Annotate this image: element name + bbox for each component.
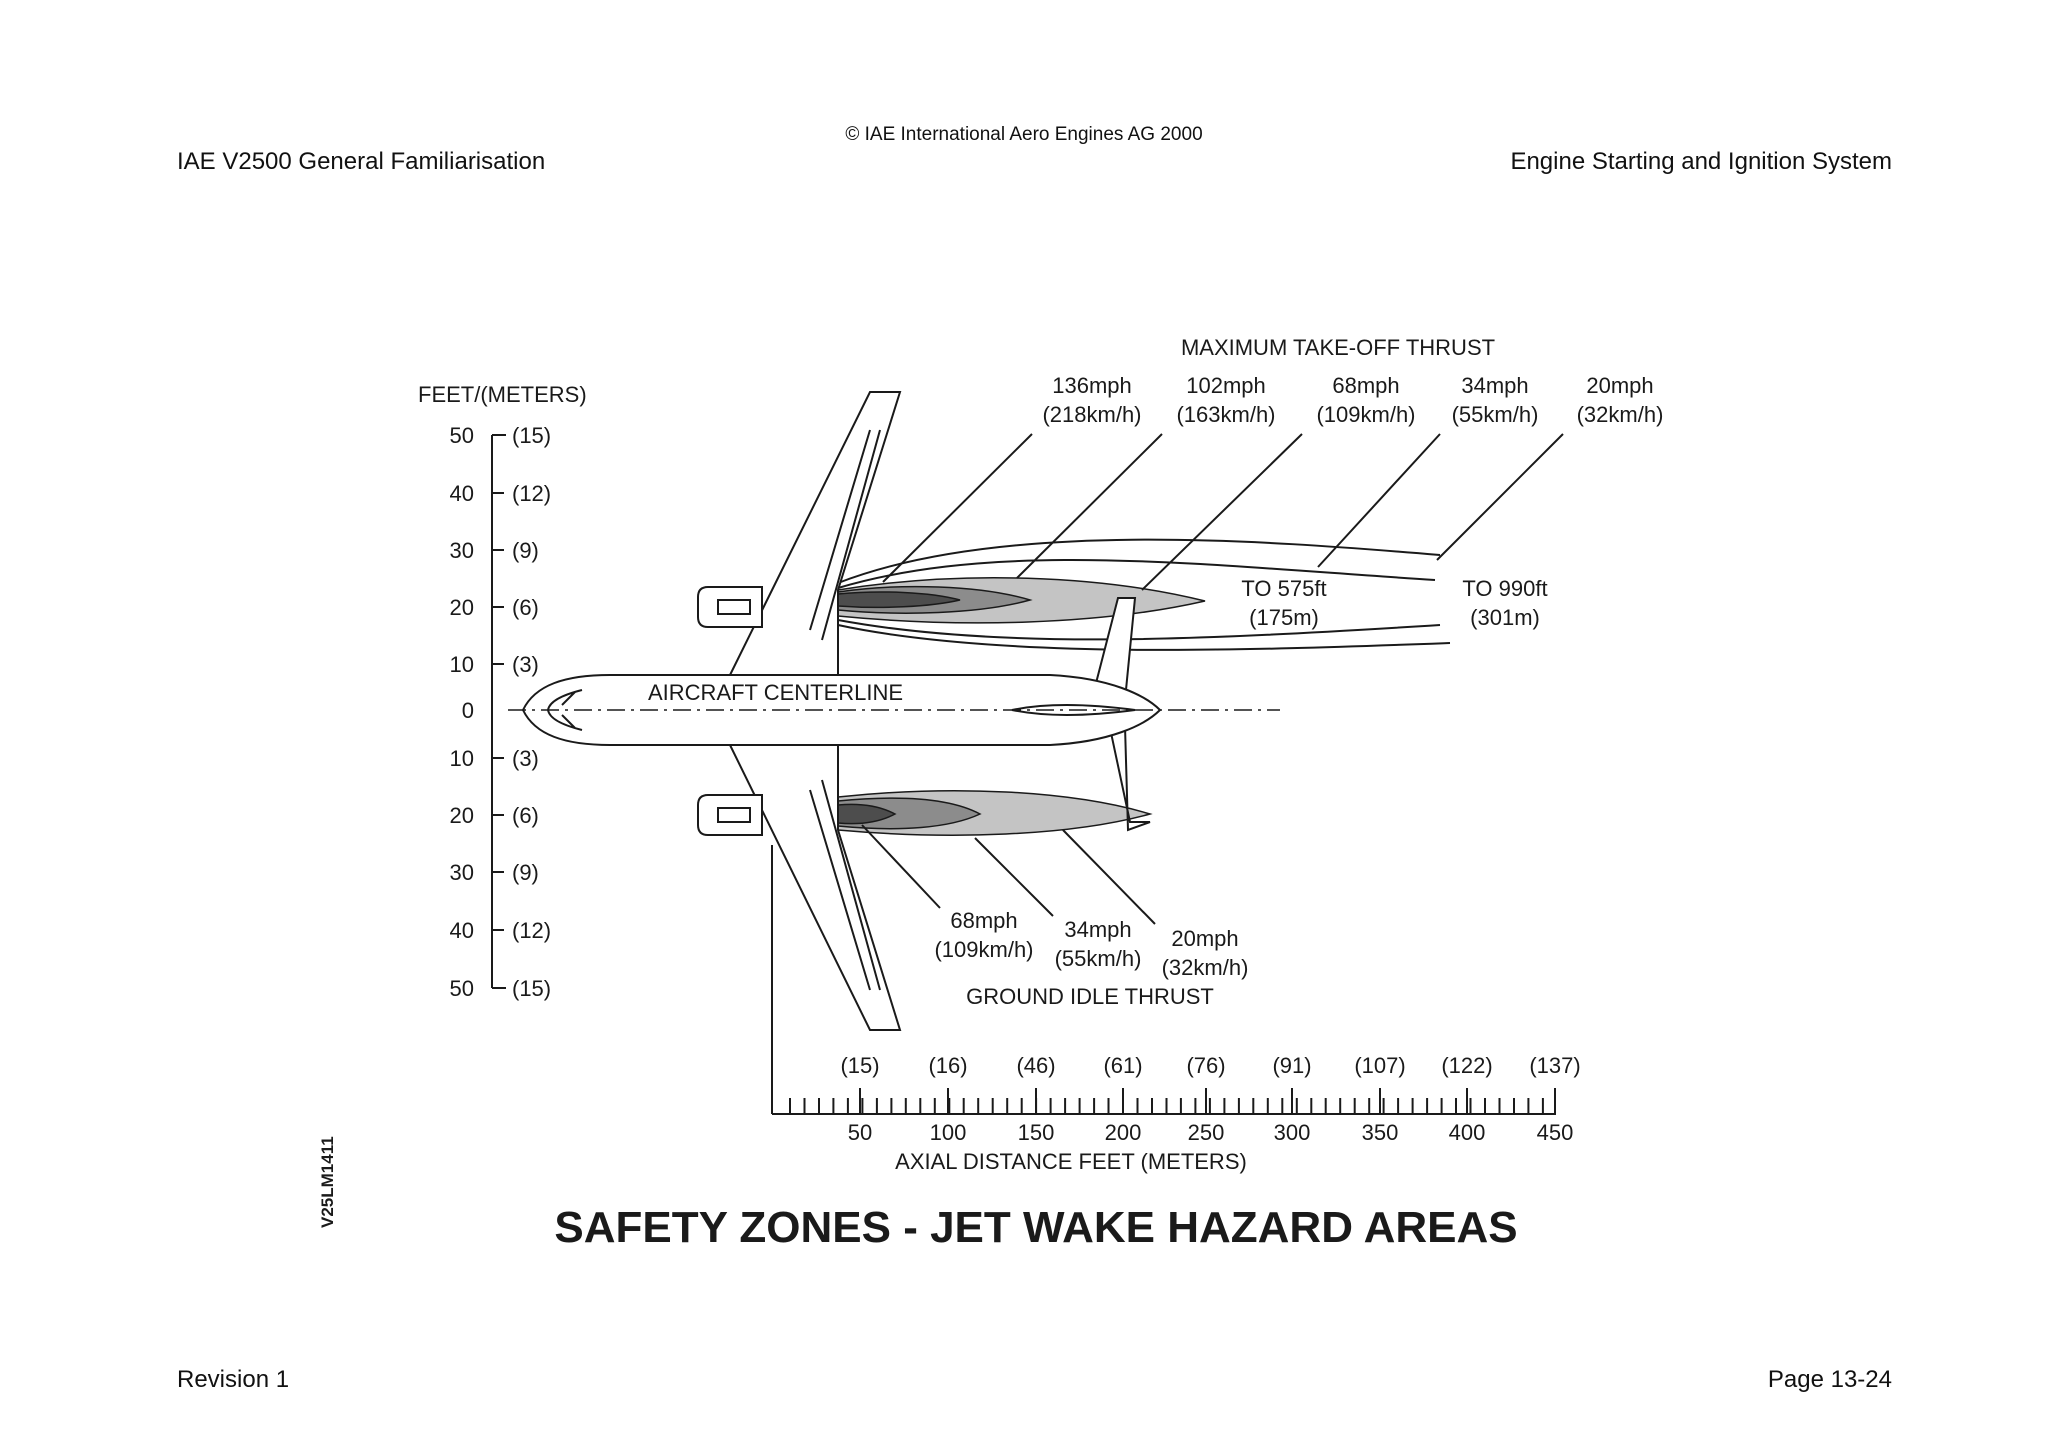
takeoff-distance-ft: TO 575ft [1241, 576, 1327, 601]
y-tick-meters: (12) [512, 918, 552, 943]
x-tick-feet: 450 [1536, 1120, 1574, 1145]
x-tick-meters: (107) [1354, 1053, 1406, 1078]
takeoff-speed-kmh: (163km/h) [1176, 402, 1276, 427]
y-tick-feet: 10 [449, 746, 474, 771]
idle-speed-mph: 34mph [1064, 917, 1132, 942]
takeoff-speed-kmh: (109km/h) [1316, 402, 1416, 427]
y-tick-feet: 40 [449, 918, 474, 943]
x-tick-feet: 250 [1187, 1120, 1225, 1145]
x-tick-feet: 400 [1448, 1120, 1486, 1145]
y-tick-meters: (3) [512, 652, 539, 677]
takeoff-speed-kmh: (32km/h) [1576, 402, 1664, 427]
x-tick-feet: 350 [1361, 1120, 1399, 1145]
page-number: Page 13-24 [1767, 1366, 1892, 1393]
y-tick-meters: (12) [512, 481, 552, 506]
copyright-notice: © IAE International Aero Engines AG 2000 [845, 124, 1203, 145]
idle-speed-mph: 68mph [950, 908, 1018, 933]
takeoff-speed-mph: 34mph [1461, 373, 1529, 398]
takeoff-speed-mph: 136mph [1052, 373, 1132, 398]
y-tick-feet: 30 [449, 860, 474, 885]
lower-wing [730, 745, 900, 1030]
y-tick-feet: 50 [449, 423, 474, 448]
x-tick-feet: 150 [1017, 1120, 1055, 1145]
takeoff-speed-mph: 68mph [1332, 373, 1400, 398]
upper-engine [698, 587, 762, 627]
y-tick-meters: (15) [512, 423, 552, 448]
y-tick-meters: (6) [512, 803, 539, 828]
takeoff-speed-kmh: (55km/h) [1451, 402, 1539, 427]
y-tick-feet: 20 [449, 803, 474, 828]
takeoff-distance-m: (175m) [1249, 605, 1319, 630]
y-tick-meters: (9) [512, 538, 539, 563]
takeoff-speed-mph: 20mph [1586, 373, 1654, 398]
x-axis-minor-ticks [790, 1088, 1555, 1114]
y-axis [492, 435, 506, 988]
centerline-label: AIRCRAFT CENTERLINE [648, 680, 904, 705]
idle-speed-kmh: (109km/h) [934, 937, 1034, 962]
y-tick-feet: 0 [461, 698, 474, 723]
x-tick-meters: (91) [1272, 1053, 1312, 1078]
x-tick-feet: 200 [1104, 1120, 1142, 1145]
takeoff-leader-lines [883, 434, 1563, 590]
y-tick-feet: 30 [449, 538, 474, 563]
idle-zones [838, 791, 1150, 835]
diagram-title: SAFETY ZONES - JET WAKE HAZARD AREAS [554, 1203, 1518, 1252]
y-axis-unit-label: FEET/(METERS) [418, 382, 587, 407]
x-tick-feet: 50 [847, 1120, 873, 1145]
figure-id: V25LM1411 [318, 1136, 337, 1228]
chapter-title: Engine Starting and Ignition System [1510, 148, 1892, 175]
takeoff-speed-mph: 102mph [1186, 373, 1266, 398]
takeoff-distance-ft: TO 990ft [1462, 576, 1548, 601]
takeoff-title: MAXIMUM TAKE-OFF THRUST [1180, 335, 1496, 360]
takeoff-speed-labels [1042, 373, 1663, 427]
takeoff-zones [838, 540, 1450, 650]
takeoff-speed-kmh: (218km/h) [1042, 402, 1142, 427]
revision-label: Revision 1 [177, 1366, 290, 1393]
x-tick-meters: (122) [1441, 1053, 1493, 1078]
takeoff-distance-labels [1241, 576, 1547, 630]
x-tick-feet: 100 [929, 1120, 967, 1145]
x-axis-title: AXIAL DISTANCE FEET (METERS) [895, 1149, 1247, 1174]
idle-speed-labels [934, 908, 1248, 980]
lower-engine [698, 795, 762, 835]
x-tick-meters: (61) [1103, 1053, 1143, 1078]
x-tick-meters: (137) [1529, 1053, 1581, 1078]
y-tick-feet: 50 [449, 976, 474, 1001]
x-tick-meters: (16) [928, 1053, 968, 1078]
x-tick-meters: (15) [840, 1053, 880, 1078]
y-tick-feet: 20 [449, 595, 474, 620]
y-tick-feet: 40 [449, 481, 474, 506]
x-tick-meters: (76) [1186, 1053, 1226, 1078]
y-tick-meters: (9) [512, 860, 539, 885]
document-title: IAE V2500 General Familiarisation [177, 148, 546, 175]
y-tick-meters: (3) [512, 746, 539, 771]
takeoff-zone-34mph-lower [838, 620, 1440, 639]
idle-speed-mph: 20mph [1171, 926, 1239, 951]
x-tick-feet: 300 [1273, 1120, 1311, 1145]
y-tick-meters: (15) [512, 976, 552, 1001]
takeoff-zone-20mph-lower [838, 625, 1450, 650]
y-tick-feet: 10 [449, 652, 474, 677]
y-tick-meters: (6) [512, 595, 539, 620]
x-tick-meters: (46) [1016, 1053, 1056, 1078]
idle-title: GROUND IDLE THRUST [966, 984, 1214, 1009]
idle-speed-kmh: (32km/h) [1161, 955, 1249, 980]
takeoff-distance-m: (301m) [1470, 605, 1540, 630]
idle-speed-kmh: (55km/h) [1054, 946, 1142, 971]
